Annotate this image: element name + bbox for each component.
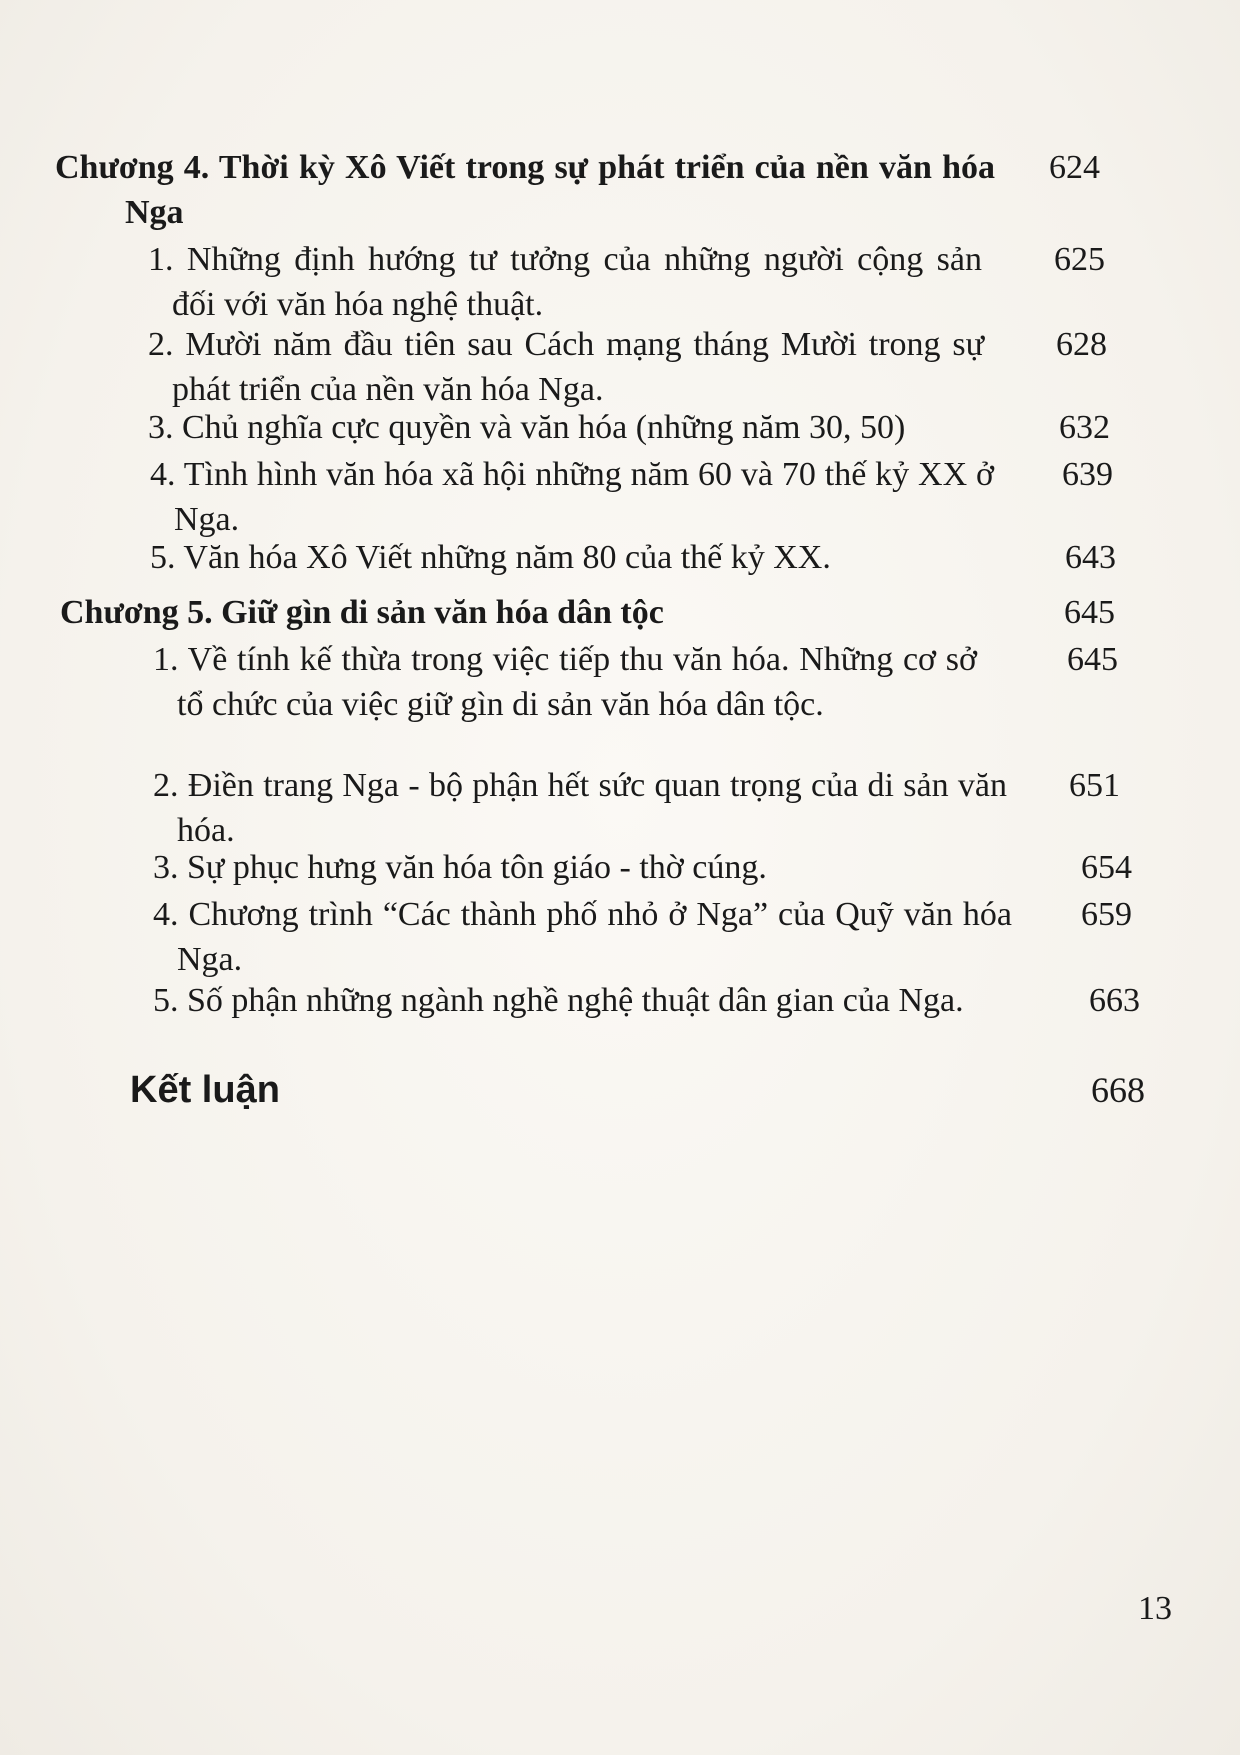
toc-chapter-title: Chương 4. Thời kỳ Xô Viết trong sự phát triển của nền văn hóa Nga — [55, 149, 995, 231]
toc-page-number: 651 — [1069, 767, 1120, 804]
toc-section-title: 2. Mười năm đầu tiên sau Cách mạng tháng Mười trong sự phát triển của nền văn hóa Nga. — [148, 326, 984, 408]
toc-page-number: 659 — [1081, 896, 1132, 933]
toc-section-title: 3. Sự phục hưng văn hóa tôn giáo - thờ cúng. — [153, 849, 767, 886]
toc-page-number: 625 — [1054, 241, 1105, 278]
toc-section-title: 1. Về tính kế thừa trong việc tiếp thu văn hóa. Những cơ sở tổ chức của việc giữ gìn di sản văn hóa dân tộc. — [153, 641, 977, 723]
toc-page-number: 624 — [1049, 149, 1100, 186]
toc-section-title: 5. Số phận những ngành nghề nghệ thuật dân gian của Nga. — [153, 982, 964, 1019]
toc-page-number: 632 — [1059, 409, 1110, 446]
toc-section-title: 2. Điền trang Nga - bộ phận hết sức quan trọng của di sản văn hóa. — [153, 767, 1007, 849]
toc-page-number: 668 — [1091, 1070, 1145, 1110]
toc-page-number: 639 — [1062, 456, 1113, 493]
toc-conclusion-title: Kết luận — [130, 1069, 280, 1111]
toc-chapter-title: Chương 5. Giữ gìn di sản văn hóa dân tộc — [60, 594, 664, 631]
toc-page-number: 643 — [1065, 539, 1116, 576]
toc-page-number: 628 — [1056, 326, 1107, 363]
toc-page-number: 645 — [1064, 594, 1115, 631]
page-folio: 13 — [1138, 1590, 1172, 1627]
toc-section-title: 4. Chương trình “Các thành phố nhỏ ở Nga” của Quỹ văn hóa Nga. — [153, 896, 1012, 978]
toc-page-number: 645 — [1067, 641, 1118, 678]
toc-section-title: 3. Chủ nghĩa cực quyền và văn hóa (những năm 30, 50) — [148, 409, 906, 446]
toc-section-title: 1. Những định hướng tư tưởng của những người cộng sản đối với văn hóa nghệ thuật. — [148, 241, 982, 323]
toc-section-title: 4. Tình hình văn hóa xã hội những năm 60 và 70 thế kỷ XX ở Nga. — [150, 456, 994, 538]
toc-section-title: 5. Văn hóa Xô Viết những năm 80 của thế kỷ XX. — [150, 539, 831, 576]
toc-page-number: 663 — [1089, 982, 1140, 1019]
toc-page-number: 654 — [1081, 849, 1132, 886]
